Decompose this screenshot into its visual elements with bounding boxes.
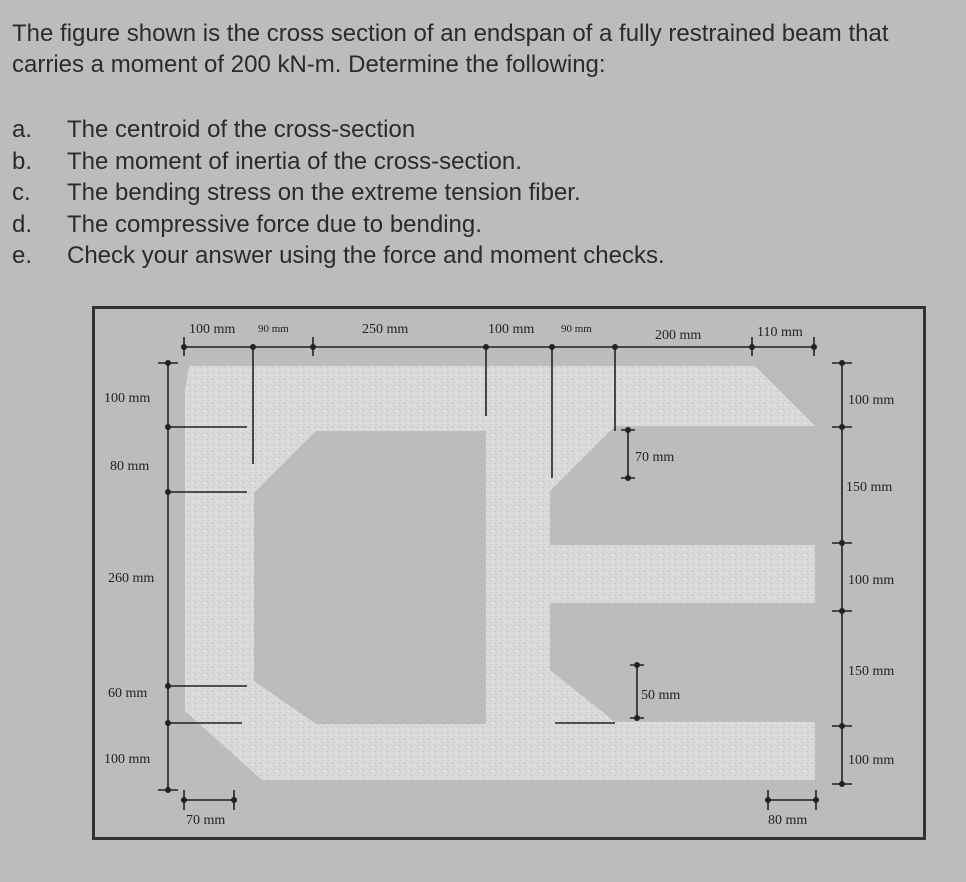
task-label: d.	[12, 210, 33, 238]
dim-label: 50 mm	[641, 688, 681, 703]
task-text: The centroid of the cross-section	[67, 116, 416, 143]
dim-label: 100 mm	[848, 573, 895, 588]
dim-label: 100 mm	[104, 752, 151, 767]
dim-label: 90 mm	[258, 323, 289, 335]
dim-label: 110 mm	[757, 325, 803, 340]
dim-label: 100 mm	[488, 322, 535, 337]
dim-label: 70 mm	[186, 813, 226, 828]
dim-label: 100 mm	[189, 322, 236, 337]
problem-statement: The figure shown is the cross section of an endspan of a fully restrained beam that carries a moment of 200 kN-m. Determine the following:	[12, 20, 889, 78]
dim-label: 250 mm	[362, 322, 409, 337]
dim-label: 80 mm	[110, 459, 150, 474]
task-text: The moment of inertia of the cross-section.	[67, 147, 522, 175]
task-text: The bending stress on the extreme tension fiber.	[67, 179, 581, 206]
dim-label: 90 mm	[561, 323, 592, 335]
dim-label: 100 mm	[104, 391, 151, 406]
task-text: The compressive force due to bending.	[67, 210, 482, 238]
cross-section-diagram	[92, 306, 926, 840]
dim-label: 100 mm	[848, 753, 895, 768]
task-label: e.	[12, 242, 33, 269]
dim-label: 60 mm	[108, 686, 148, 701]
dim-label: 150 mm	[846, 480, 893, 495]
cross-section-figure	[92, 306, 926, 840]
task-label: b.	[12, 147, 33, 175]
task-label: c.	[12, 179, 31, 206]
dim-label: 70 mm	[635, 450, 675, 465]
dim-label: 80 mm	[768, 813, 808, 828]
dim-label: 200 mm	[655, 328, 702, 343]
dim-label: 260 mm	[108, 571, 155, 586]
task-text: Check your answer using the force and moment checks.	[67, 242, 665, 269]
task-label: a.	[12, 116, 33, 143]
dim-label: 100 mm	[848, 393, 895, 408]
dim-label: 150 mm	[848, 664, 895, 679]
